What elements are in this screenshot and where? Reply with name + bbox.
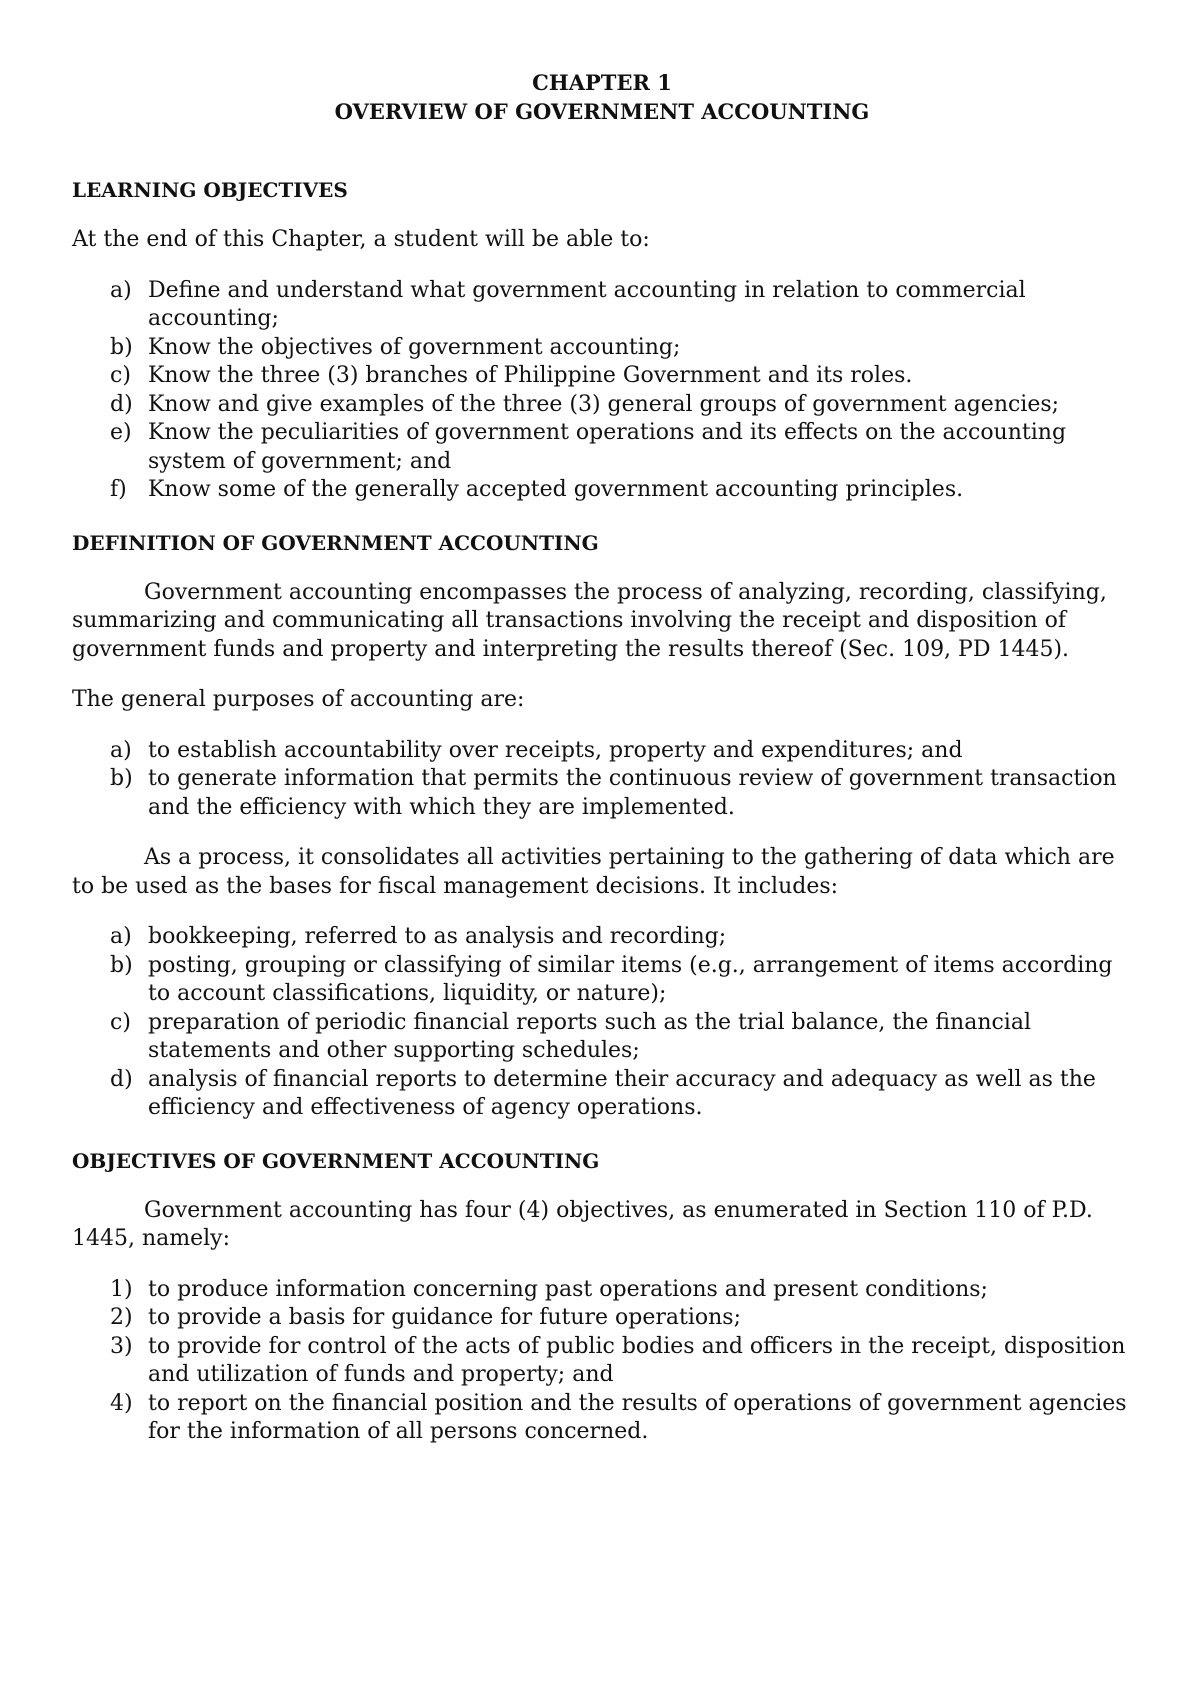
list-marker: 1) [110,1276,133,1302]
list-item [72,1390,1132,1447]
list-item [72,476,1132,505]
list-item [72,737,1132,766]
list-item-text: to provide for control of the acts of public bodies and officers in the receipt, disposition and utilization of funds and property; and [148,1333,1126,1387]
process-paragraph: As a process, it consolidates all activities pertaining to the gathering of data which are to be used as the bases for fiscal management decisions. It includes: [72,845,1115,899]
list-item-text: analysis of financial reports to determine their accuracy and adequacy as well as the efficiency and effectiveness of agency operations. [148,1066,1096,1120]
list-item-text: Know the peculiarities of government operations and its effects on the accounting system of government; and [148,420,1067,474]
list-marker: e) [110,420,132,445]
objectives-list [72,1276,1132,1447]
list-item [72,765,1132,822]
list-item-text: to generate information that permits the continuous review of government transaction and the efficiency with which they are implemented. [148,766,1117,820]
list-item-text: to report on the financial position and the results of operations of government agencies for the information of all persons concerned. [148,1390,1127,1444]
list-item-text: to produce information concerning past operations and present conditions; [148,1276,988,1302]
list-item [72,1066,1132,1123]
list-marker: a) [110,737,132,763]
document-page [72,68,1132,1447]
chapter-number: CHAPTER 1 [532,70,672,95]
objectives-heading: OBJECTIVES OF GOVERNMENT ACCOUNTING [72,1148,600,1173]
list-item [72,334,1132,363]
list-item [72,923,1132,952]
list-item [72,1009,1132,1066]
list-item-text: preparation of periodic financial reports such as the trial balance, the financial statements and other supporting schedules; [148,1009,1031,1063]
objectives-paragraph: Government accounting has four (4) objectives, as enumerated in Section 110 of P.D. 1445, namely: [72,1197,1093,1251]
list-item [72,419,1132,476]
list-item [72,391,1132,420]
definition-paragraph: Government accounting encompasses the process of analyzing, recording, classifying, summarizing and communicating all transactions involving the receipt and disposition of government funds and property and interpreting the results thereof (Sec. 109, PD 1445). [72,579,1107,662]
list-item-text: posting, grouping or classifying of similar items (e.g., arrangement of items according to account classifications, liquidity, or nature); [148,952,1113,1006]
list-marker: d) [110,1066,133,1092]
list-marker: 2) [110,1305,133,1330]
list-marker: b) [110,334,133,360]
list-item [72,952,1132,1009]
list-marker: f) [110,477,127,502]
list-item-text: to establish accountability over receipts, property and expenditures; and [148,737,963,763]
list-item [72,1333,1132,1390]
list-item [72,362,1132,391]
list-item-text: Define and understand what government accounting in relation to commercial accounting; [148,277,1026,331]
list-marker: a) [110,924,132,949]
list-item-text: Know the objectives of government accounting; [148,334,681,360]
definition-heading: DEFINITION OF GOVERNMENT ACCOUNTING [72,530,599,555]
list-marker: b) [110,952,133,978]
learning-objectives-intro: At the end of this Chapter, a student will be able to: [72,227,650,252]
purposes-intro: The general purposes of accounting are: [72,687,525,712]
list-marker: 4) [110,1390,133,1416]
list-marker: c) [110,1009,131,1035]
chapter-title: OVERVIEW OF GOVERNMENT ACCOUNTING [334,99,870,124]
learning-objectives-list [72,277,1132,505]
list-marker: c) [110,363,131,388]
list-item [72,1276,1132,1305]
list-item [72,277,1132,334]
list-item-text: Know the three (3) branches of Philippine Government and its roles. [148,363,913,388]
list-item [72,1304,1132,1333]
list-marker: a) [110,277,132,303]
list-item-text: Know some of the generally accepted government accounting principles. [148,477,964,502]
list-item-text: bookkeeping, referred to as analysis and recording; [148,924,727,949]
list-marker: b) [110,766,133,791]
list-marker: d) [110,391,133,417]
includes-list [72,923,1132,1123]
learning-objectives-heading: LEARNING OBJECTIVES [72,178,348,202]
list-item-text: to provide a basis for guidance for future operations; [148,1305,742,1330]
list-item-text: Know and give examples of the three (3) general groups of government agencies; [148,391,1060,417]
purposes-list [72,737,1132,823]
list-marker: 3) [110,1333,133,1359]
